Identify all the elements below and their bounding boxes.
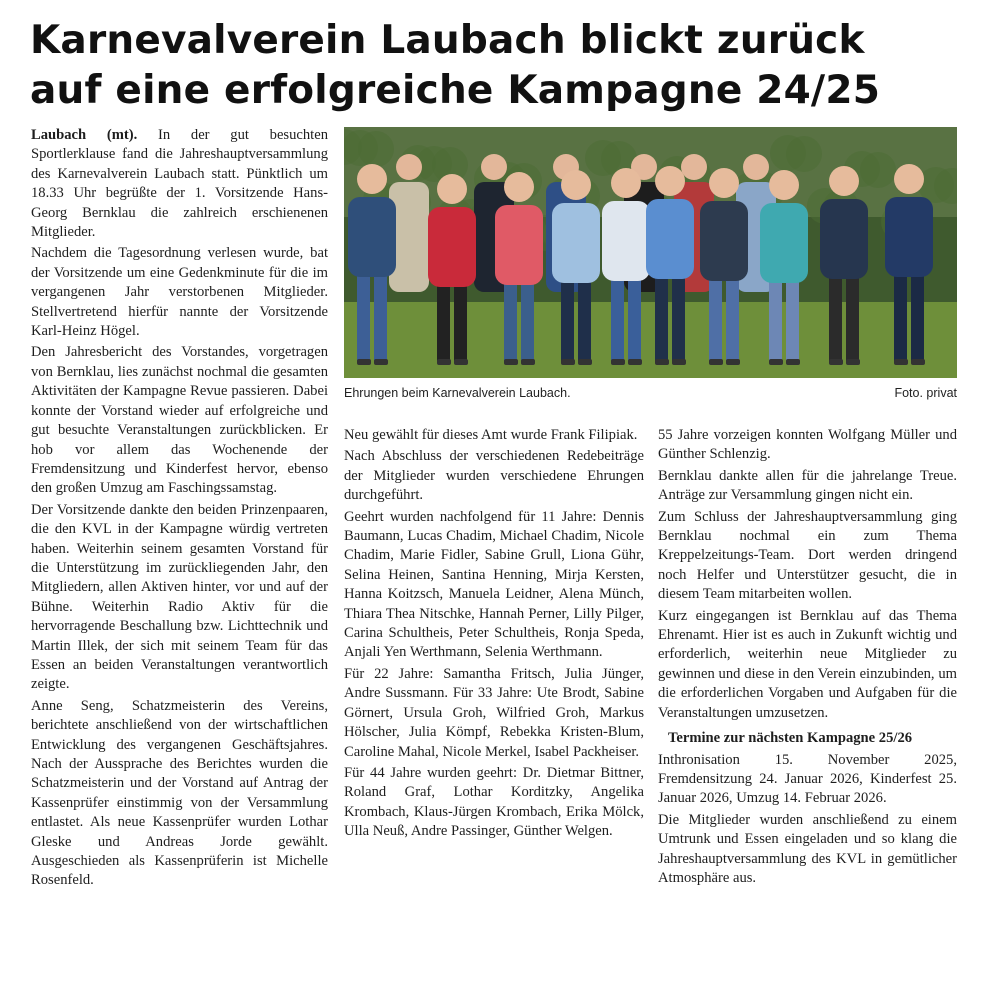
paragraph: Bernklau dankte allen für die jahrelange Treue. Anträge zur Versammlung gingen nicht ein. xyxy=(658,467,957,504)
section-subheading: Termine zur nächsten Kampagne 25/26 xyxy=(668,730,913,747)
paragraph xyxy=(31,126,328,242)
article-column-3 xyxy=(658,426,957,890)
paragraph: 55 Jahre vorzeigen konnten Wolfgang Müller und Günther Schlenzig. xyxy=(658,427,957,463)
article-column-2 xyxy=(344,426,644,844)
paragraph: Geehrt wurden nachfolgend für 11 Jahre: Dennis Baumann, Lucas Chadim, Michael Chadim, Nicole Chadim, Marie Fidler, Sabine Grull, Liona Gühr, Selina Heinen, Santina Henning, Mirja Kersten, Hanna Koitzsch, Manuela Leidner, Alena Münch, Thiara Thea Nitschke, Hannah Perner, Lilly Pilger, Carina Schultheis, Peter Schultheis, Ronja Speda, Anjali Yen Werthmann, Selenia Werthmann. xyxy=(344,508,644,661)
headline-line-1: Karnevalverein Laubach blickt zurück xyxy=(30,18,865,63)
headline-line-2: auf eine erfolgreiche Kampagne 24/25 xyxy=(30,68,881,113)
paragraph: Nachdem die Tagesordnung verlesen wurde, bat der Vorsitzende um eine Gedenkminute für die im vergangenen Jahr verstorbenen Mitglieder. Stellvertretend hierfür nannte der Vorsitzende Karl-Heinz Högel. xyxy=(31,245,328,340)
paragraph: Kurz eingegangen ist Bernklau auf das Thema Ehrenamt. Hier ist es auch in Zukunft wichtig und erforderlich, weiterhin neue Mitglieder zu gewinnen und diese in den Verein einzubinden, um die erforderlichen Vorgaben und Aufgaben für die Veranstaltungen umzusetzen. xyxy=(658,607,957,721)
paragraph: Für 44 Jahre wurden geehrt: Dr. Dietmar Bittner, Roland Graf, Lothar Korditzky, Angelika Krombach, Klaus-Jürgen Krombach, Erika Mölck, Ulla Neuß, Andre Passinger, Günther Welgen. xyxy=(344,764,644,840)
paragraph: Zum Schluss der Jahreshauptversammlung ging Bernklau nochmal ein zum Thema Kreppelzeitungs-Team. Dort werden dringend noch Helfer und Unterstützer gesucht, die in diesem Team mitarbeiten wollen. xyxy=(658,508,957,603)
photo-caption: Ehrungen beim Karnevalverein Laubach. xyxy=(344,386,571,400)
paragraph: Für 22 Jahre: Samantha Fritsch, Julia Jünger, Andre Sussmann. Für 33 Jahre: Ute Brodt, Sabine Görnert, Ursula Groh, Wilfried Groh, Markus Hölscher, Julia Kömpf, Rebekka Kristen-Blum, Caroline Mahal, Nicole Merkel, Isabel Packheiser. xyxy=(344,665,644,760)
dateline: Laubach (mt). xyxy=(31,127,138,143)
paragraph: Anne Seng, Schatzmeisterin des Vereins, berichtete anschließend von der wirtschaftlichen Entwicklung des vergangenen Geschäftsjahres. Nach der Aussprache des Berichtes wurden die Schatzmeisterin und der Vorstand auf Antrag der Kassenprüfer einstimmig von der Versammlung entlastet. Als neue Kassenprüfer wurden Lothar Gleske und Andreas Jorde gewählt. Ausgeschieden als Kassenprüferin ist Michelle Rosenfeld. xyxy=(31,697,328,889)
group-photo xyxy=(344,127,957,378)
article-headline xyxy=(30,16,970,116)
paragraph: Nach Abschluss der verschiedenen Redebeiträge der Mitglieder wurden verschiedene Ehrungen durchgeführt. xyxy=(344,448,644,504)
article-column-1 xyxy=(31,126,328,893)
photo-credit: Foto. privat xyxy=(894,386,957,400)
paragraph: Der Vorsitzende dankte den beiden Prinzenpaaren, die den KVL in der Kampagne würdig vertreten haben. Weiterhin seinem gesamten Vorstand für die Unterstützung im zurückliegenden Jahr, den Mitgliedern, allen Aktiven hinter, vor und auf der Bühne. Weiterhin Radio Aktiv für die hervorragende Beschallung bzw. Lichttechnik und Martin Illek, der sich mit seinem Team für das Essen an beiden Veranstaltungen verantwortlich zeigte. xyxy=(31,501,328,693)
paragraph: Den Jahresbericht des Vorstandes, vorgetragen von Bernklau, lies zunächst nochmal die gesamten Aktivitäten der Kampagne Revue passieren. Dabei konnte der Vorstand wieder auf erfolgreiche und gut besuchte Veranstaltungen zurückblicken. Er hob vor allem das Wochenende der Fremdensitzung und Kinderfest hervor, ebenso den großen Umzug am Faschingssamstag. xyxy=(31,344,328,497)
paragraph: Inthronisation 15. November 2025, Fremdensitzung 24. Januar 2026, Kinderfest 25. Januar 2026, Umzug 14. Februar 2026. xyxy=(658,751,957,807)
paragraph-text: In der gut besuchten Sportlerklause fand die Jahreshauptversammlung des Karnevalverein Laubach statt. Pünktlich um 18.33 Uhr begrüßte der 1. Vorsitzende Hans-Georg Bernklau die zahlreich erschienenen Mitglieder. xyxy=(31,127,328,241)
paragraph: Neu gewählt für dieses Amt wurde Frank Filipiak. xyxy=(344,427,638,443)
paragraph: Die Mitglieder wurden anschließend zu einem Umtrunk und Essen eingeladen und so klang die Jahreshauptversammlung des KVL in gemütlicher Atmosphäre aus. xyxy=(658,811,957,886)
